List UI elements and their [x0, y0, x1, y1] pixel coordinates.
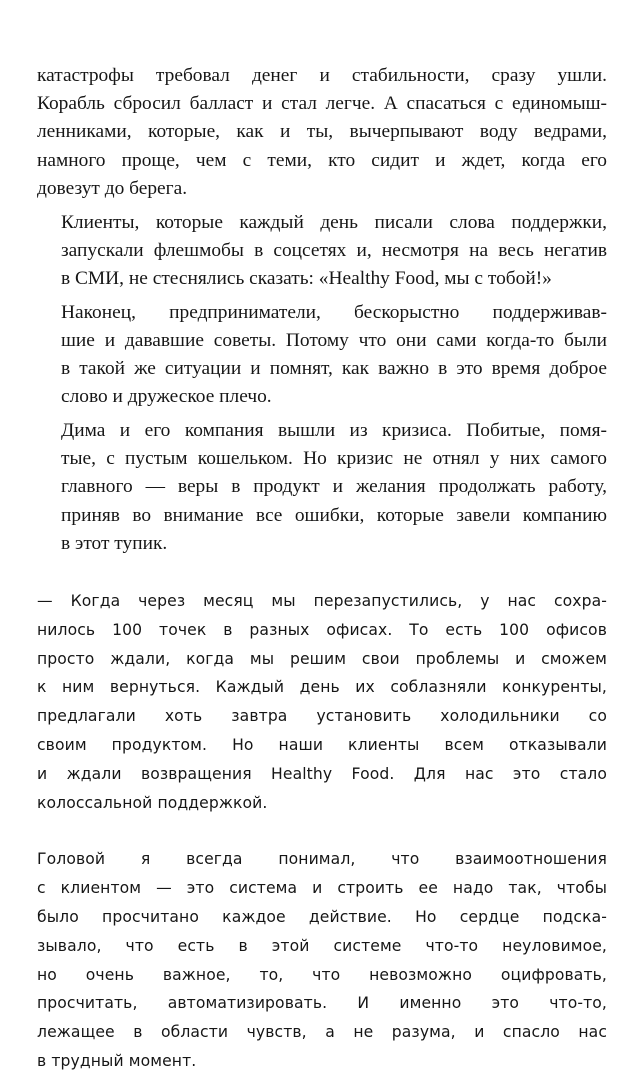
- text-line: катастрофы требовал денег и стабильности, сразу ушли.: [37, 65, 607, 86]
- text-line: в СМИ, не стеснялись сказать: «Healthy Food, мы с тобой!»: [61, 267, 552, 289]
- text-line: шие и дававшие советы. Потому что они сами когда-то были: [61, 329, 607, 351]
- text-line: приняв во внимание все ошибки, которые завели компанию: [61, 504, 607, 526]
- text-line: — Когда через месяц мы перезапустились, у нас сохра-: [37, 591, 607, 610]
- text-line: запускали флешмобы в соцсетях и, несмотря на весь негатив: [61, 239, 607, 261]
- text-line: зывало, что есть в этой системе что-то неуловимое,: [37, 936, 607, 955]
- text-line: просто ждали, когда мы решим свои проблемы и сможем: [37, 649, 607, 668]
- text-line: Дима и его компания вышли из кризиса. Побитые, помя-: [61, 419, 607, 441]
- text-line: ленниками, которые, как и ты, вычерпывают воду ведрами,: [37, 121, 607, 143]
- text-line: с клиентом — это система и строить ее надо так, чтобы: [37, 879, 607, 898]
- text-line: Головой я всегда понимал, что взаимоотношения: [37, 850, 607, 869]
- text-line: намного проще, чем с теми, кто сидит и ждет, когда его: [37, 149, 607, 171]
- text-line: было просчитано каждое действие. Но сердце подска-: [37, 907, 607, 926]
- paragraph-2: [37, 209, 607, 294]
- commentary-text: [37, 587, 607, 1076]
- text-line: в такой же ситуации и помнят, как важно в это время доброе: [61, 358, 607, 380]
- text-line: слово и дружеское плечо.: [61, 386, 272, 408]
- text-line: лежащее в области чувств, а не разума, и спасло нас: [37, 1023, 607, 1042]
- reflection-paragraph: [37, 845, 607, 1075]
- paragraph-1: [37, 62, 607, 203]
- quote-paragraph: [37, 587, 607, 817]
- text-line: в этот тупик.: [61, 532, 168, 554]
- text-line: предлагали хоть завтра установить холодильники со: [37, 707, 607, 726]
- text-line: нилось 100 точек в разных офисах. То есть 100 офисов: [37, 620, 607, 639]
- text-line: довезут до берега.: [37, 177, 188, 199]
- text-line: Корабль сбросил балласт и стал легче. А спасаться с единомыш-: [37, 93, 607, 115]
- text-line: просчитать, автоматизировать. И именно это что-то,: [37, 994, 607, 1013]
- paragraph-3: [37, 299, 607, 412]
- paragraph-4: [37, 417, 607, 558]
- text-line: в трудный момент.: [37, 1051, 197, 1070]
- text-line: к ним вернуться. Каждый день их соблазняли конкуренты,: [37, 678, 607, 697]
- text-line: главного — веры в продукт и желания продолжать работу,: [61, 476, 607, 498]
- text-line: Наконец, предприниматели, бескорыстно поддерживав-: [61, 301, 607, 323]
- text-line: своим продуктом. Но наши клиенты всем отказывали: [37, 735, 607, 754]
- narrative-text: [37, 62, 607, 558]
- book-page: [37, 62, 607, 1076]
- text-line: но очень важное, то, что невозможно оцифровать,: [37, 965, 607, 984]
- text-line: и ждали возвращения Healthy Food. Для нас это стало: [37, 764, 607, 783]
- text-line: тые, с пустым кошельком. Но кризис не отнял у них самого: [61, 448, 607, 470]
- text-line: колоссальной поддержкой.: [37, 793, 268, 812]
- text-line: Клиенты, которые каждый день писали слова поддержки,: [61, 211, 607, 233]
